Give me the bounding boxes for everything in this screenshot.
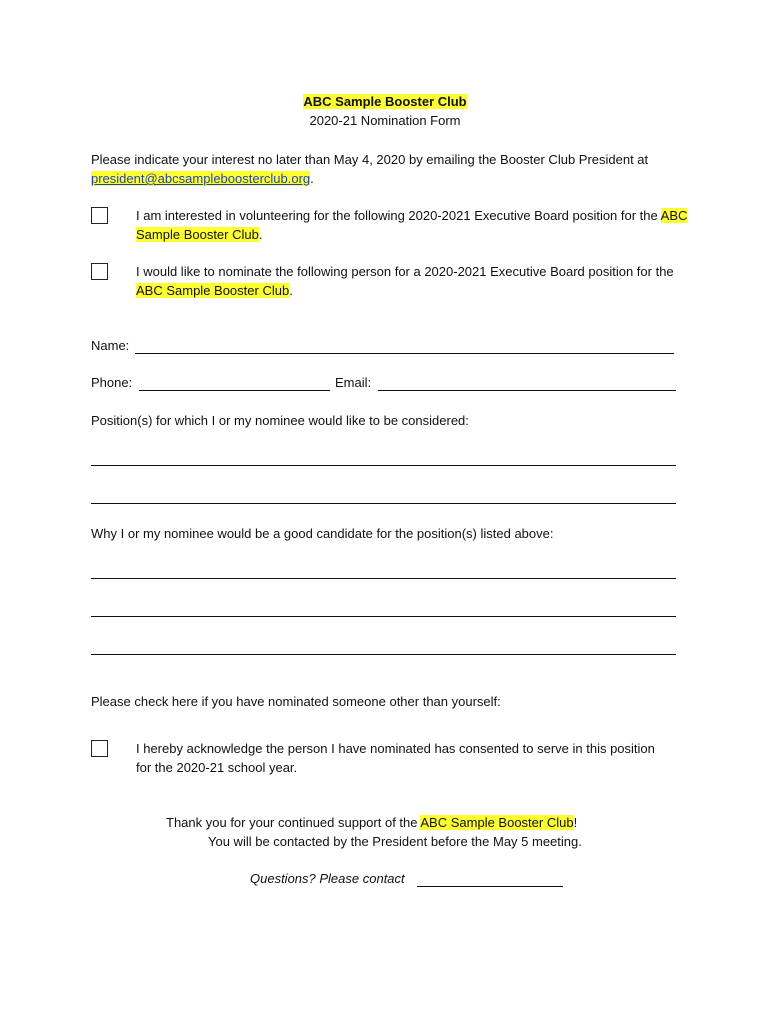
- why-line-3[interactable]: [91, 654, 676, 655]
- acknowledge-checkbox[interactable]: [91, 740, 108, 757]
- intro-text: Please indicate your interest no later than May 4, 2020 by emailing the Booster Club President at: [91, 152, 649, 167]
- volunteer-text: I am interested in volunteering for the following 2020-2021 Executive Board position for the: [136, 208, 661, 223]
- name-label: Name:: [91, 338, 130, 353]
- president-email-link[interactable]: president@abcsampleboosterclub.org: [91, 171, 311, 186]
- questions-text: Questions? Please contact: [250, 871, 405, 886]
- nominated-prompt: Please check here if you have nominated someone other than yourself:: [91, 694, 501, 709]
- volunteer-option-text: [136, 206, 696, 244]
- why-line-1[interactable]: [91, 578, 676, 579]
- email-label: Email:: [335, 375, 372, 390]
- why-prompt: Why I or my nominee would be a good candidate for the position(s) listed above:: [91, 526, 554, 541]
- nominate-option-text: [136, 262, 696, 300]
- volunteer-checkbox[interactable]: [91, 207, 108, 224]
- positions-line-1[interactable]: [91, 465, 676, 466]
- intro-paragraph: [91, 150, 691, 188]
- contact-line: You will be contacted by the President before the May 5 meeting.: [208, 834, 582, 849]
- phone-field[interactable]: [139, 390, 330, 391]
- club-name: ABC Sample Booster Club: [303, 94, 467, 109]
- phone-label: Phone:: [91, 375, 133, 390]
- volunteer-club-name: ABC Sample Booster Club: [136, 208, 688, 242]
- positions-line-2[interactable]: [91, 503, 676, 504]
- nominate-text: I would like to nominate the following person for a 2020-2021 Executive Board position for the: [136, 264, 674, 279]
- questions-line: [250, 871, 405, 886]
- acknowledge-text: I hereby acknowledge the person I have nominated has consented to serve in this position for the 2020-21 school year.: [136, 741, 655, 775]
- volunteer-end: .: [258, 227, 263, 242]
- why-line-2[interactable]: [91, 616, 676, 617]
- intro-end: .: [310, 171, 314, 186]
- email-field[interactable]: [378, 390, 676, 391]
- thanks-club-name: ABC Sample Booster Club: [420, 815, 574, 830]
- thanks-text: Thank you for your continued support of the: [166, 815, 421, 830]
- club-name-heading: [0, 94, 770, 109]
- form-title: 2020-21 Nomination Form: [309, 113, 461, 128]
- name-field[interactable]: [135, 353, 674, 354]
- nominate-club-name: ABC Sample Booster Club: [136, 283, 290, 298]
- thanks-end: !: [573, 815, 578, 830]
- nominate-end: .: [289, 283, 293, 298]
- questions-contact-field[interactable]: [417, 886, 563, 887]
- nominate-checkbox[interactable]: [91, 263, 108, 280]
- positions-prompt: Position(s) for which I or my nominee would like to be considered:: [91, 413, 469, 428]
- thanks-line: [166, 815, 577, 830]
